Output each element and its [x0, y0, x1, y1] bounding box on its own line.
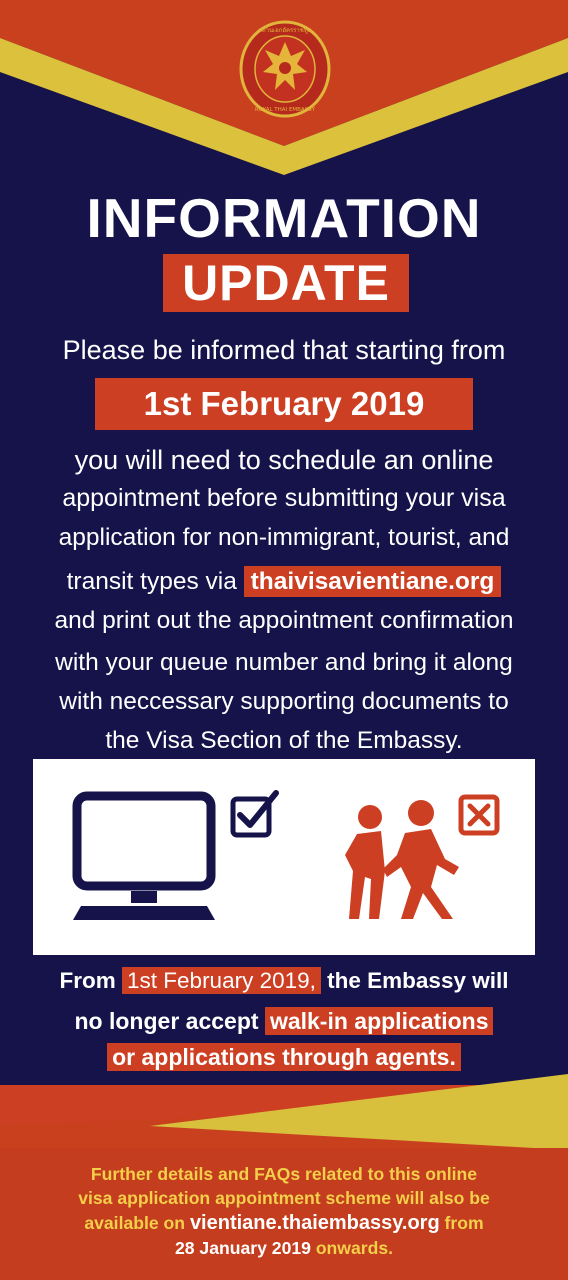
body-line-4 [0, 562, 568, 602]
body-line-2: appointment before submitting your visa [62, 484, 506, 512]
walking-people-icon [345, 800, 459, 919]
footer-line-3-suffix: from [444, 1213, 484, 1233]
footer-line-4-suffix: onwards. [315, 1238, 394, 1258]
body-line-6: with your queue number and bring it along [55, 649, 513, 676]
footer-line-3 [0, 1211, 568, 1236]
body-line-3: application for non-immigrant, tourist, and [58, 524, 510, 551]
body-line-5: and print out the appointment confirmation [54, 607, 514, 634]
embassy-seal-icon [239, 20, 331, 118]
heading-update-box [163, 254, 409, 312]
embassy-site-link[interactable]: vientiane.thaiembassy.org [189, 1212, 440, 1234]
start-date: 1st February 2019 [143, 385, 425, 422]
notice-line-3 [0, 1038, 568, 1076]
notice-agents-highlight: or applications through agents. [107, 1043, 461, 1071]
heading-information: INFORMATION [86, 187, 482, 249]
heading-update: UPDATE [182, 255, 390, 311]
seal-ring-text-bottom: ROYAL THAI EMBASSY [254, 107, 316, 113]
intro-text: Please be informed that starting from [62, 335, 506, 365]
icon-panel-art [33, 759, 535, 955]
body-line-1: you will need to schedule an online [74, 445, 494, 475]
notice-prefix: From [59, 968, 116, 993]
footer-date: 28 January 2019 [174, 1238, 311, 1258]
checkbox-cross-icon [461, 797, 497, 833]
footer-line-1: Further details and FAQs related to this online [90, 1164, 478, 1184]
notice-line-2-prefix: no longer accept [74, 1008, 259, 1034]
checkbox-checked-icon [233, 793, 276, 835]
body-line-4-prefix: transit types via [66, 568, 237, 595]
body-line-7: with neccessary supporting documents to [59, 688, 509, 715]
footer-line-2: visa application appointment scheme will also be [78, 1188, 490, 1208]
appointment-site-link[interactable]: thaivisavientiane.org [244, 566, 502, 597]
body-line-8: the Visa Section of the Embassy. [105, 727, 463, 754]
notice-line-2 [0, 1002, 568, 1040]
notice-date: 1st February 2019, [122, 967, 321, 994]
notice-walkin-highlight: walk-in applications [265, 1007, 494, 1035]
seal-ring-text-top: สถานเอกอัครราชทูต [258, 27, 312, 34]
footer-line-3-prefix: available on [84, 1213, 186, 1233]
start-date-box [95, 378, 473, 430]
computer-icon [73, 796, 215, 920]
notice-line-1-suffix: the Embassy will [327, 968, 509, 993]
notice-line-1 [0, 962, 568, 1000]
icon-panel [33, 759, 535, 955]
footer-line-4 [0, 1236, 568, 1261]
